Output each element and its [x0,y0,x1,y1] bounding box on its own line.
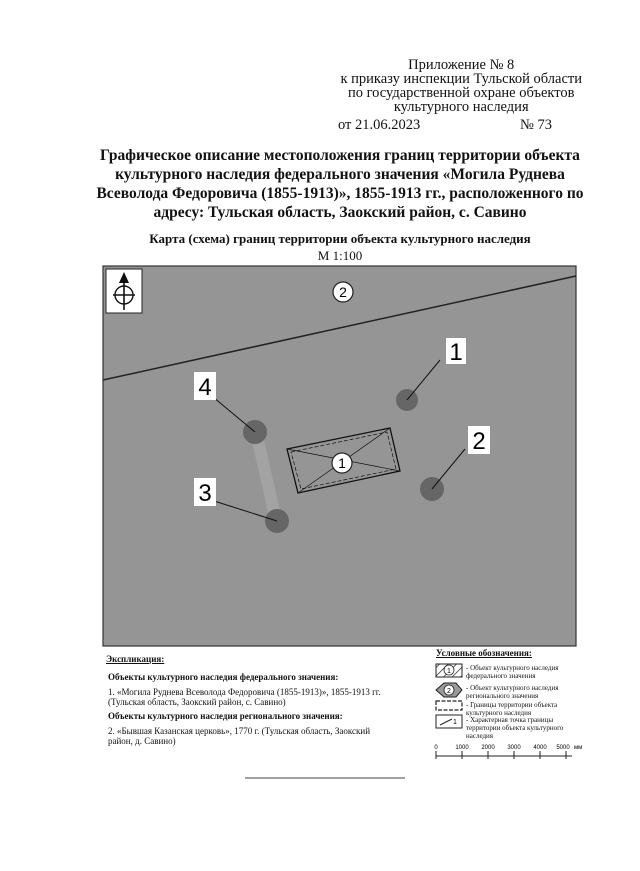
federal-object-line-2: (Тульская область, Заокский район, с. Савино) [108,697,286,707]
svg-text:1: 1 [447,668,451,675]
regional-objects-heading: Объекты культурного наследия регионального значения: [108,711,343,721]
point-label-1: 1 [449,339,463,366]
legend-point-label: - Характерная точка границы территории объекта культурного наследия [466,716,564,740]
svg-text:мм: мм [574,745,583,751]
appendix-line-1: Приложение № 8 [408,57,515,73]
explication-heading: Экспликация: [106,654,165,664]
map-scale: М 1:100 [317,248,363,263]
federal-object-number: 1 [338,455,346,471]
order-date: от 21.06.2023 [338,117,421,133]
point-label-4: 4 [198,374,212,401]
title-line-1: Графическое описание местоположения границ территории объекта [100,147,580,164]
svg-text:3000: 3000 [507,745,521,751]
federal-object-marker [332,453,352,473]
svg-text:5000: 5000 [556,745,570,751]
title-line-2: культурного наследия федерального значения «Могила Руднева [115,166,565,183]
svg-text:4000: 4000 [533,745,547,751]
federal-object-line-1: 1. «Могила Руднева Всеволода Федоровича (1855-1913)», 1855-1913 гг. [108,687,381,697]
appendix-line-2: к приказу инспекции Тульской области [340,71,582,87]
order-number: № 73 [520,117,552,133]
legend-point-symbol [436,715,462,728]
legend-regional-label: - Объект культурного наследия регионального значения [466,684,559,700]
legend-boundary-symbol [436,701,462,710]
legend-federal-label: - Объект культурного наследия федерального значения [466,664,559,680]
svg-text:0: 0 [434,745,438,751]
appendix-line-4: культурного наследия [393,99,529,115]
regional-object-marker [333,282,353,302]
svg-text:1: 1 [453,719,457,726]
regional-object-line-1: 2. «Бывшая Казанская церковь», 1770 г. (Тульская область, Заокский [108,726,371,736]
legend-regional-symbol [436,683,462,697]
map-subtitle: Карта (схема) границ территории объекта культурного наследия [149,231,531,246]
regional-object-number: 2 [339,284,347,300]
svg-text:1000: 1000 [455,745,469,751]
svg-text:2000: 2000 [481,745,495,751]
title-line-4: адресу: Тульская область, Заокский район, с. Савино [153,204,527,221]
legend-heading: Условные обозначения: [436,648,532,658]
appendix-line-3: по государственной охране объектов [347,85,575,101]
point-label-3: 3 [198,480,212,507]
legend-boundary-label: - Границы территории объекта культурного наследия [466,701,558,717]
legend-federal-symbol [436,664,462,677]
federal-objects-heading: Объекты культурного наследия федерального значения: [108,672,339,682]
north-arrow-icon [106,269,142,313]
title-line-3: Всеволода Федоровича (1855-1913)», 1855-1913 гг., расположенного по [96,185,584,202]
svg-text:2: 2 [447,688,451,695]
regional-object-line-2: район, д. Савино) [108,736,176,746]
point-label-2: 2 [472,428,486,455]
legend-scale-bar [434,745,582,759]
